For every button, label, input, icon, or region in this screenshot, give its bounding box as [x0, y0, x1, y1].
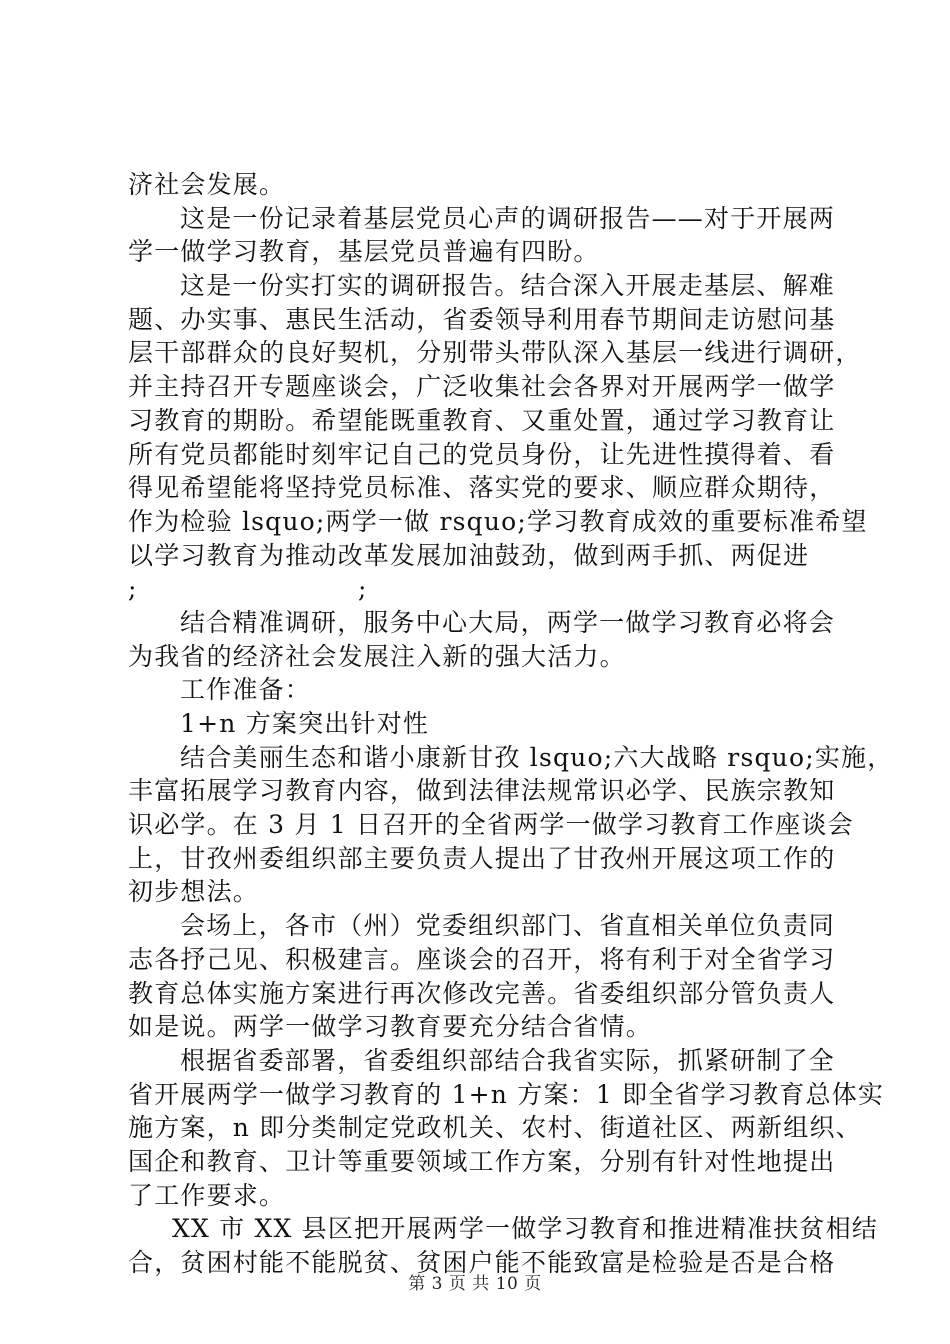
text-line: 根据省委部署，省委组织部结合我省实际，抓紧研制了全	[180, 1045, 836, 1075]
text-line: 所有党员都能时刻牢记自己的党员身份，让先进性摸得着、看	[128, 439, 836, 469]
paragraph-block-2	[128, 606, 894, 1280]
text-line: 层干部群众的良好契机，分别带头带队深入基层一线进行调研，	[128, 338, 862, 368]
text-line: 学一做学习教育，基层党员普遍有四盼。	[128, 237, 600, 267]
document-body	[128, 168, 894, 1280]
text-line: 为我省的经济社会发展注入新的强大活力。	[128, 641, 626, 671]
text-line: 识必学。在 3 月 1 日召开的全省两学一做学习教育工作座谈会	[128, 810, 854, 840]
text-line: 丰富拓展学习教育内容，做到法律法规常识必学、民族宗教知	[128, 776, 836, 806]
text-line: 这是一份记录着基层党员心声的调研报告——对于开展两	[180, 203, 836, 233]
text-line: 结合美丽生态和谐小康新甘孜 lsquo;六大战略 rsquo;实施，	[180, 742, 894, 772]
semicolon-line	[128, 572, 840, 606]
text-line: 这是一份实打实的调研报告。结合深入开展走基层、解难	[180, 271, 836, 301]
text-line: 教育总体实施方案进行再次修改完善。省委组织部分管负责人	[128, 978, 836, 1008]
text-line: 了工作要求。	[128, 1180, 286, 1210]
text-line: 上，甘孜州委组织部主要负责人提出了甘孜州开展这项工作的	[128, 843, 836, 873]
text-line: 并主持召开专题座谈会，广泛收集社会各界对开展两学一做学	[128, 372, 836, 402]
text-line: 如是说。两学一做学习教育要充分结合省情。	[128, 1012, 653, 1042]
text-line: 省开展两学一做学习教育的 1+n 方案：1 即全省学习教育总体实	[128, 1079, 885, 1109]
text-line: 合，贫困村能不能脱贫、贫困户能不能致富是检验是否是合格	[128, 1248, 836, 1277]
text-line: 初步想法。	[128, 877, 260, 907]
text-line: 习教育的期盼。希望能既重教育、又重处置，通过学习教育让	[128, 405, 836, 435]
text-line: 得见希望能将坚持党员标准、落实党的要求、顺应群众期待，	[128, 473, 836, 503]
text-line: 结合精准调研，服务中心大局，两学一做学习教育必将会	[180, 607, 836, 637]
text-line: 工作准备：	[180, 675, 312, 705]
text-line: 1+n 方案突出针对性	[180, 709, 430, 738]
text-line: XX 市 XX 县区把开展两学一做学习教育和推进精准扶贫相结	[172, 1214, 879, 1244]
page-footer: 第 3 页 共 10 页	[408, 1274, 542, 1294]
text-line: 施方案，n 即分类制定党政机关、农村、街道社区、两新组织、	[128, 1113, 862, 1143]
text-line: 国企和教育、卫计等重要领域工作方案，分别有针对性地提出	[128, 1146, 836, 1176]
paragraph-block-1	[128, 168, 868, 572]
semicolon: ;	[358, 574, 368, 604]
text-line: 以学习教育为推动改革发展加油鼓劲，做到两手抓、两促进	[128, 540, 810, 570]
text-line: 志各抒己见、积极建言。座谈会的召开，将有利于对全省学习	[128, 944, 836, 974]
text-line: 题、办实事、惠民生活动，省委领导利用春节期间走访慰问基	[128, 304, 836, 334]
text-line: 会场上，各市（州）党委组织部门、省直相关单位负责同	[180, 911, 836, 941]
text-line: 济社会发展。	[128, 170, 286, 199]
text-line: 作为检验 lsquo;两学一做 rsquo;学习教育成效的重要标准希望	[128, 506, 868, 536]
semicolon: ;	[128, 574, 138, 604]
